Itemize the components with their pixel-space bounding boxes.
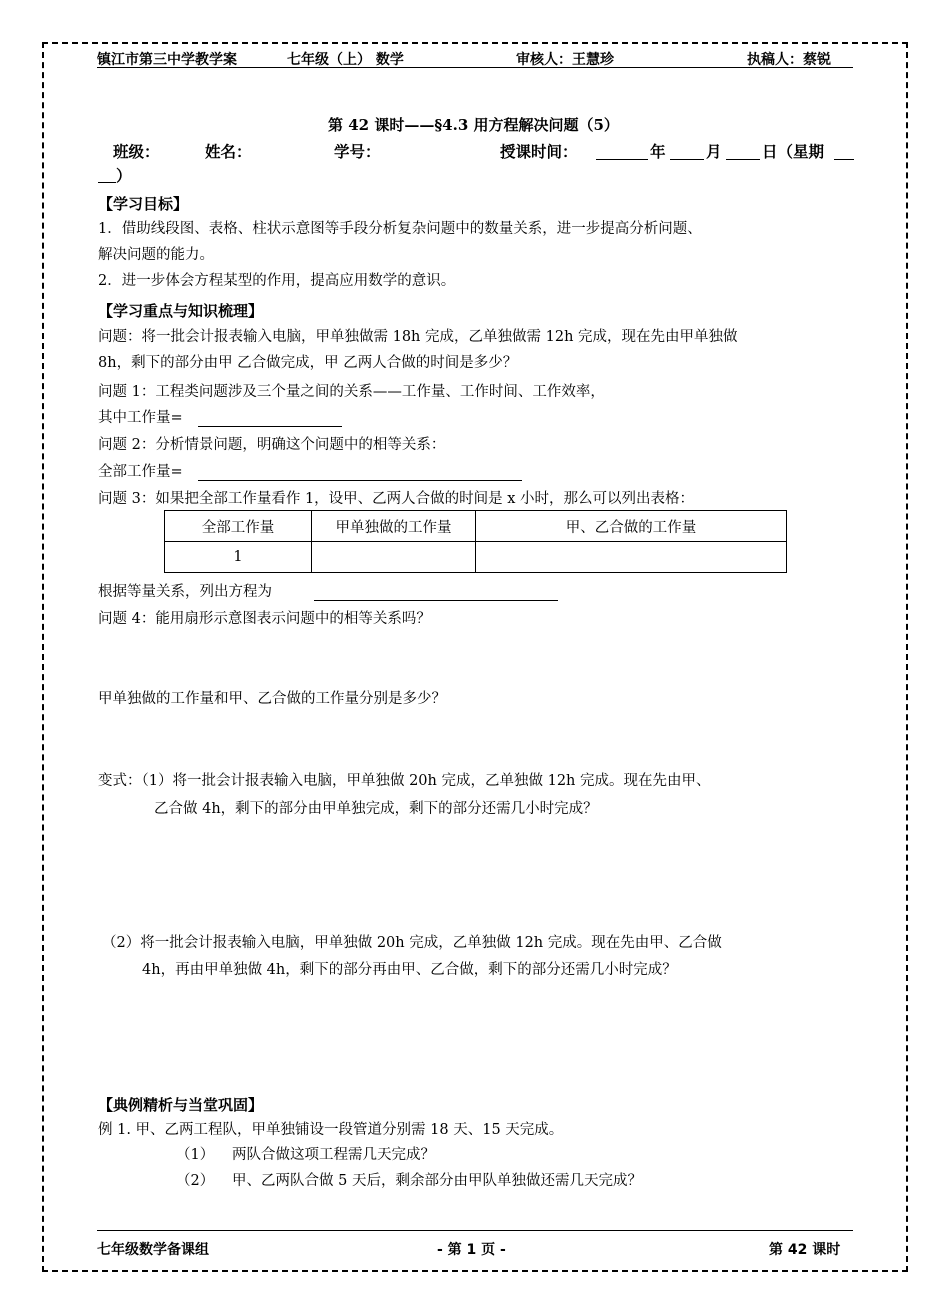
table-header-cell: 甲单独做的工作量 [312,511,476,542]
year-label: 年 [650,142,666,161]
table-row [165,542,787,573]
weekday-label: 日（星期 [762,142,825,161]
variant-1-line-1: 变式：（1）将一批会计报表输入电脑，甲单独做 20h 完成，乙单独做 12h 完成。现在先由甲、 [98,773,711,789]
footer-left: 七年级数学备课组 [97,1242,209,1258]
id-label: 学号： [334,142,381,161]
objective-1-line-2: 解决问题的能力。 [98,247,214,263]
example-1-q2: 甲、乙两队合做 5 天后，剩余部分由甲队单独做还需几天完成？ [232,1173,642,1189]
page-header [97,47,853,68]
month-blank[interactable] [670,145,704,160]
variant-2-line-2: 4h，再由甲单独做 4h，剩下的部分再由甲、乙合做，剩下的部分还需几小时完成？ [142,962,677,978]
work-amount-blank[interactable] [198,412,342,427]
table-header-cell: 甲、乙合做的工作量 [476,511,787,542]
focus-heading: 【学习重点与知识梳理】 [98,302,264,320]
objective-2: 2．进一步体会方程某型的作用，提高应用数学的意识。 [98,273,456,289]
footer-page-number: - 第 1 页 - [437,1242,506,1258]
total-work-blank[interactable] [198,466,522,481]
equation-blank[interactable] [314,586,558,601]
problem-line-1: 问题：将一批会计报表输入电脑，甲单独做需 18h 完成，乙单独做需 12h 完成，现在先由甲单独做 [98,329,738,345]
year-blank[interactable] [596,145,648,160]
example-1: 例 1. 甲、乙两工程队，甲单独铺设一段管道分别需 18 天、15 天完成。 [98,1122,564,1138]
variant-2-line-1: （2）将一批会计报表输入电脑，甲单独做 20h 完成，乙单独做 12h 完成。现在先由甲、乙合做 [102,935,722,951]
problem-line-2: 8h，剩下的部分由甲 乙合做完成，甲 乙两人合做的时间是多少？ [98,355,518,371]
question-4: 问题 4：能用扇形示意图表示问题中的相等关系吗？ [98,611,431,627]
weekday-blank-2[interactable] [98,168,116,183]
day-blank[interactable] [726,145,760,160]
question-2-line-2: 全部工作量= [98,464,183,480]
question-1-line-1: 问题 1：工程类问题涉及三个量之间的关系——工作量、工作时间、工作效率， [98,384,605,400]
date-label: 授课时间： [500,142,578,161]
equation-line: 根据等量关系，列出方程为 [98,584,272,600]
question-2-line-1: 问题 2：分析情景问题，明确这个问题中的相等关系： [98,437,446,453]
question-5: 甲单独做的工作量和甲、乙合做的工作量分别是多少？ [98,691,446,707]
footer-right: 第 42 课时 [769,1242,841,1258]
weekday-blank-1[interactable] [834,145,854,160]
header-grade-subject: 七年级（上） 数学 [287,52,404,68]
example-1-q1: 两队合做这项工程需几天完成？ [232,1147,435,1163]
work-table [164,510,787,573]
table-header-cell: 全部工作量 [165,511,312,542]
examples-heading: 【典例精析与当堂巩固】 [98,1096,264,1114]
month-label: 月 [706,142,722,161]
info-close-paren: ） [116,166,132,185]
header-reviewer: 审核人：王慧珍 [516,52,614,68]
header-school: 镇江市第三中学教学案 [97,52,237,68]
objective-1-line-1: 1．借助线段图、表格、柱状示意图等手段分析复杂问题中的数量关系，进一步提高分析问题、 [98,221,702,237]
name-label: 姓名： [205,142,252,161]
table-cell-blank[interactable] [476,542,787,573]
objectives-heading: 【学习目标】 [98,195,189,213]
table-cell: 1 [165,542,312,573]
question-3-line-1: 问题 3：如果把全部工作量看作 1，设甲、乙两人合做的时间是 x 小时，那么可以列出表格： [98,491,695,507]
table-header-row [165,511,787,542]
table-cell-blank[interactable] [312,542,476,573]
page-footer [97,1230,853,1258]
header-author: 执稿人：蔡锐 [747,52,831,68]
variant-1-line-2: 乙合做 4h，剩下的部分由甲单独完成，剩下的部分还需几小时完成？ [154,801,598,817]
question-1-line-2: 其中工作量= [98,410,183,426]
page-title: 第 42 课时——§4.3 用方程解决问题（5） [328,116,619,134]
example-1-q1-number: （1） [176,1147,215,1163]
example-1-q2-number: （2） [176,1173,215,1189]
class-label: 班级： [113,142,160,161]
